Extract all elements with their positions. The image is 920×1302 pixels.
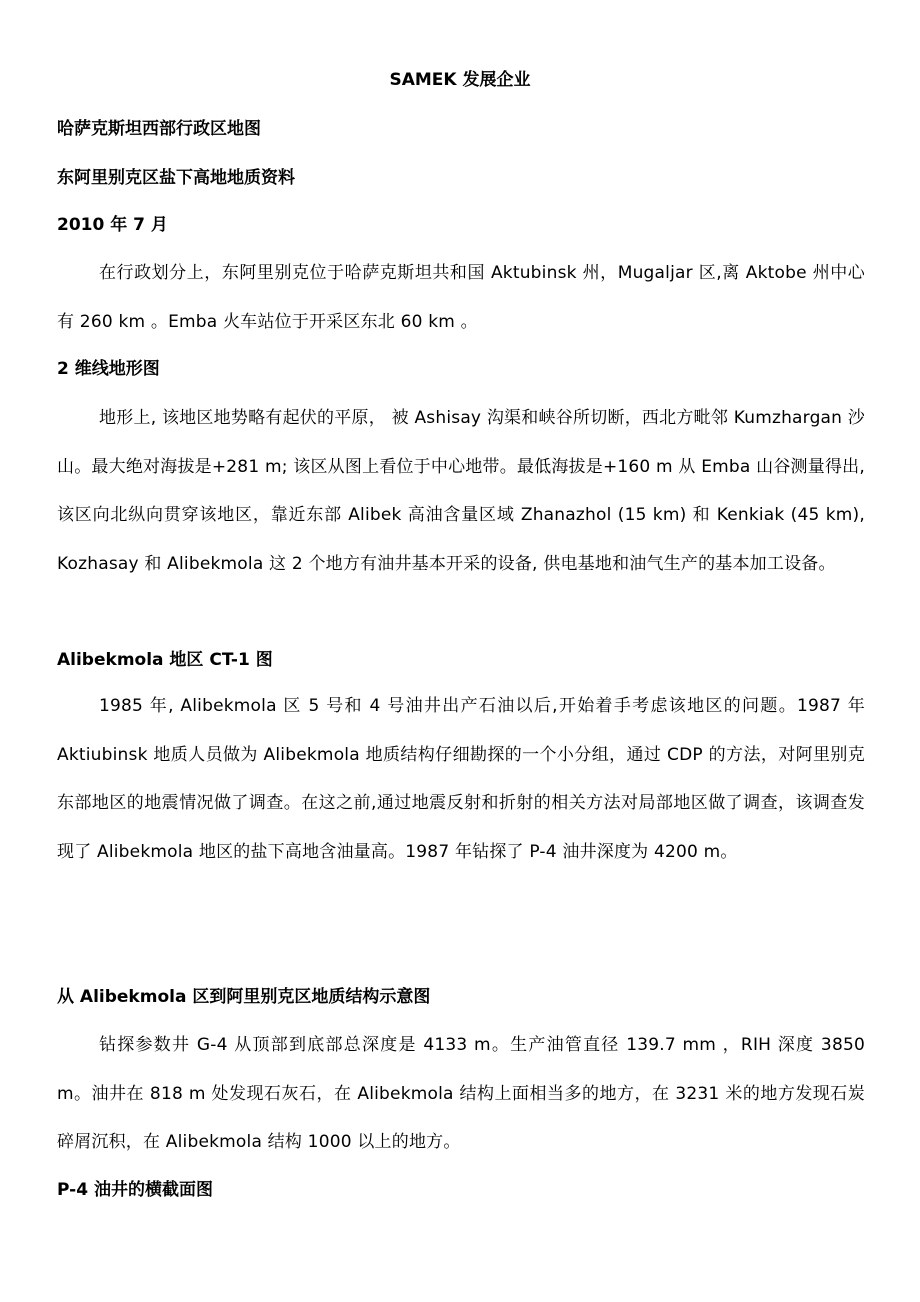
heading-ct1-map: Alibekmola 地区 CT-1 图: [57, 650, 273, 670]
paragraph-admin-location: 在行政划分上，东阿里别克位于哈萨克斯坦共和国 Aktubinsk 州，Mugaljar 区,离 Aktobe 州中心有 260 km 。Emba 火车站位于开采区东北 60 km 。: [57, 263, 865, 332]
paragraph-exploration-history: 1985 年, Alibekmola 区 5 号和 4 号油井出产石油以后,开始着手考虑该地区的问题。1987 年 Aktiubinsk 地质人员做为 Alibekmola 地质结构仔细勘探的一个小分组，通过 CDP 的方法，对阿里别克东部地区的地震情况做了调查。在这之前,通过地震反射和折射的相关方法对局部地区做了调查，该调查发现了 Alibekmola 地区的盐下高地含油量高。1987 年钻探了 P-4 油井深度为 4200 m。: [57, 696, 865, 862]
paragraph-well-parameters: 钻探参数井 G-4 从顶部到底部总深度是 4133 m。生产油管直径 139.7 mm ，RIH 深度 3850 m。油井在 818 m 处发现石灰石，在 Alibekmola 结构上面相当多的地方，在 3231 米的地方发现石炭碎屑沉积，在 Alibekmola 结构 1000 以上的地方。: [57, 1035, 865, 1152]
heading-p4-section: P-4 油井的横截面图: [57, 1180, 213, 1200]
paragraph-terrain: 地形上, 该地区地势略有起伏的平原， 被 Ashisay 沟渠和峡谷所切断，西北方毗邻 Kumzhargan 沙山。最大绝对海拔是+281 m; 该区从图上看位于中心地带。最低海拔是+160 m 从 Emba 山谷测量得出, 该区向北纵向贯穿该地区，靠近东部 Alibek 高油含量区域 Zhanazhol (15 km) 和 Kenkiak (45 km), Kozhasay 和 Alibekmola 这 2 个地方有油井基本开采的设备, 供电基地和油气生产的基本加工设备。: [57, 408, 865, 574]
heading-topo-map: 2 维线地形图: [57, 359, 160, 379]
heading-geology-data: 东阿里别克区盐下高地地质资料: [57, 168, 295, 188]
document-title: SAMEK 发展企业: [389, 70, 531, 90]
heading-structure-diagram: 从 Alibekmola 区到阿里别克区地质结构示意图: [57, 987, 431, 1007]
heading-date: 2010 年 7 月: [57, 215, 168, 235]
heading-admin-map: 哈萨克斯坦西部行政区地图: [57, 119, 261, 139]
